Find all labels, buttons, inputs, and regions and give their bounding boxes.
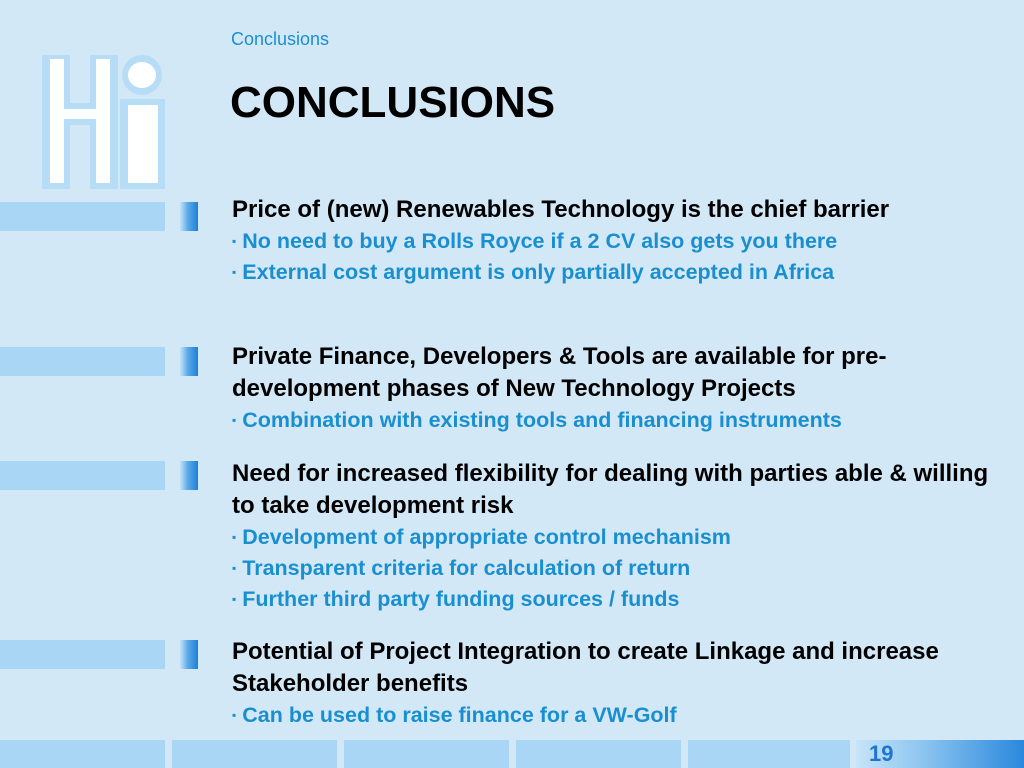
page-number: 19: [869, 741, 894, 766]
list-item: [232, 226, 992, 257]
bullet-icon: ▪: [232, 592, 237, 606]
section-marker-bar: [0, 461, 165, 490]
section-heading: Need for increased flexibility for dealing with parties able & willing to take development risk: [232, 460, 989, 519]
list-item: [232, 257, 992, 288]
list-item: [232, 553, 992, 584]
bullet-icon: ▪: [232, 413, 237, 427]
list-item: [232, 405, 992, 436]
section-heading: Private Finance, Developers & Tools are available for pre-development phases of New Technology Projects: [232, 343, 887, 402]
page-title: CONCLUSIONS: [230, 78, 556, 127]
section-marker-tab: [180, 461, 198, 490]
bullet-icon: ▪: [232, 561, 237, 575]
footer-segment: [0, 740, 165, 768]
list-item: [232, 700, 992, 731]
section-heading: Price of (new) Renewables Technology is the chief barrier: [232, 196, 890, 223]
bullet-icon: ▪: [232, 708, 237, 722]
bullet-text: No need to buy a Rolls Royce if a 2 CV also gets you there: [242, 229, 838, 253]
conclusion-section: [232, 341, 992, 436]
section-marker-tab: [180, 347, 198, 376]
footer-segment: [172, 740, 337, 768]
list-item: [232, 522, 992, 553]
hi-logo: [42, 55, 167, 189]
bullet-icon: ▪: [232, 234, 237, 248]
breadcrumb: Conclusions: [231, 29, 330, 49]
conclusion-section: [232, 194, 992, 288]
bullet-text: External cost argument is only partially accepted in Africa: [242, 260, 835, 284]
bullet-text: Transparent criteria for calculation of return: [242, 556, 691, 580]
bullet-text: Can be used to raise finance for a VW-Golf: [242, 703, 677, 727]
bullet-icon: ▪: [232, 530, 237, 544]
bullet-icon: ▪: [232, 265, 237, 279]
bullet-text: Combination with existing tools and financing instruments: [242, 408, 842, 432]
footer-segment: [344, 740, 509, 768]
section-marker-tab: [180, 640, 198, 669]
section-marker-bar: [0, 347, 165, 376]
section-marker-bar: [0, 202, 165, 231]
footer-segment: [688, 740, 850, 768]
conclusion-section: [232, 458, 992, 615]
bullet-text: Development of appropriate control mechanism: [242, 525, 731, 549]
footer-segment: [516, 740, 681, 768]
bullet-text: Further third party funding sources / funds: [242, 587, 680, 611]
section-heading: Potential of Project Integration to create Linkage and increase Stakeholder benefits: [232, 638, 939, 697]
conclusion-section: [232, 636, 992, 731]
section-marker-tab: [180, 202, 198, 231]
list-item: [232, 584, 992, 615]
section-marker-bar: [0, 640, 165, 669]
